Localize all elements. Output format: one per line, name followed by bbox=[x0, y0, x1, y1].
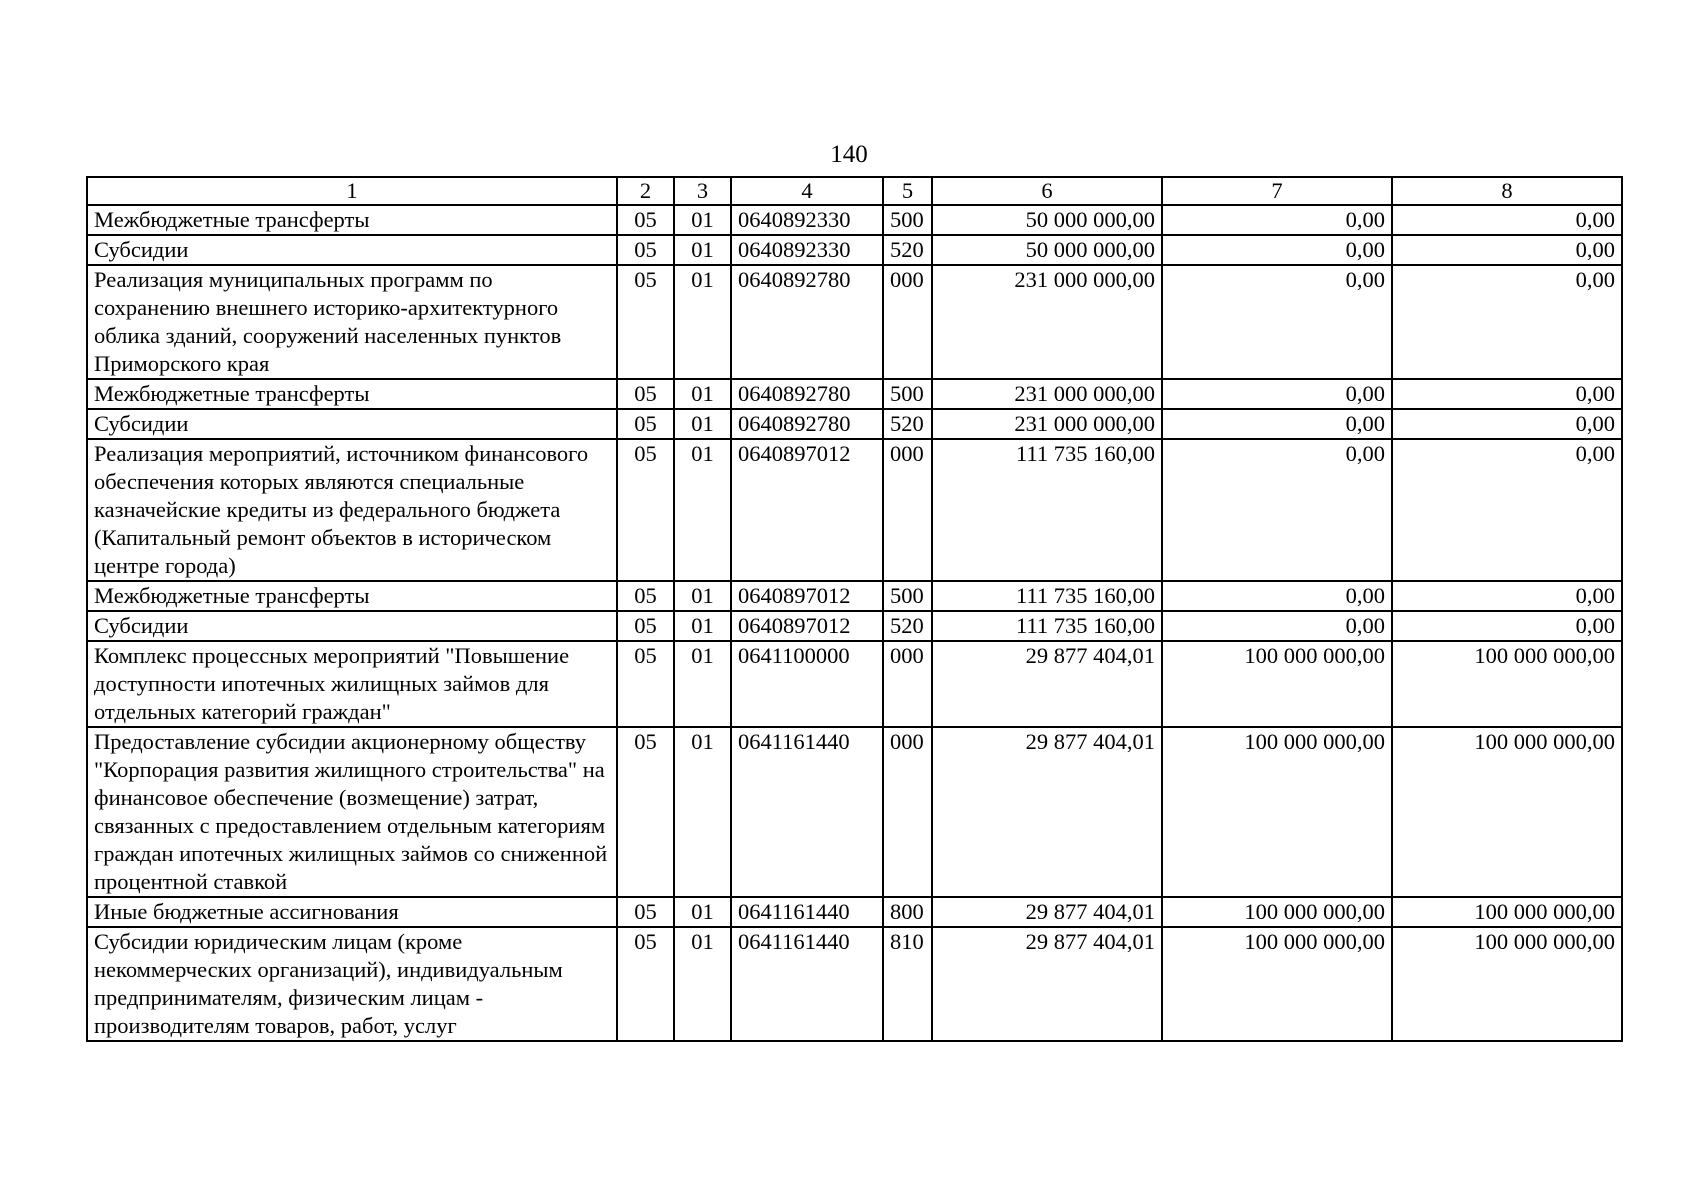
target-article-cell: 0640897012 bbox=[731, 439, 883, 581]
target-article-cell: 0640892780 bbox=[731, 409, 883, 439]
row-name-cell: Субсидии bbox=[87, 235, 617, 265]
amount-col8-cell: 0,00 bbox=[1392, 235, 1622, 265]
row-name-cell: Субсидии bbox=[87, 611, 617, 641]
amount-col7-cell: 100 000 000,00 bbox=[1162, 641, 1392, 727]
subsection-code-cell: 01 bbox=[674, 379, 731, 409]
amount-col8-cell: 100 000 000,00 bbox=[1392, 727, 1622, 897]
amount-col6-cell: 29 877 404,01 bbox=[932, 641, 1162, 727]
subsection-code-cell: 01 bbox=[674, 927, 731, 1041]
table-row bbox=[87, 641, 1622, 727]
row-name-cell: Реализация муниципальных программ по сохранению внешнего историко-архитектурного облика зданий, сооружений населенных пунктов Приморского края bbox=[87, 265, 617, 379]
expense-type-cell: 500 bbox=[883, 379, 932, 409]
amount-col6-cell: 231 000 000,00 bbox=[932, 265, 1162, 379]
expense-type-cell: 000 bbox=[883, 727, 932, 897]
amount-col7-cell: 100 000 000,00 bbox=[1162, 927, 1392, 1041]
amount-col7-cell: 0,00 bbox=[1162, 409, 1392, 439]
row-name-cell: Субсидии bbox=[87, 409, 617, 439]
column-header: 8 bbox=[1392, 177, 1622, 205]
amount-col7-cell: 0,00 bbox=[1162, 581, 1392, 611]
amount-col7-cell: 0,00 bbox=[1162, 235, 1392, 265]
expense-type-cell: 000 bbox=[883, 439, 932, 581]
table-row bbox=[87, 205, 1622, 235]
row-name-cell: Предоставление субсидии акционерному обществу "Корпорация развития жилищного строительства" на финансовое обеспечение (возмещение) затрат, связанных с предоставлением отдельным категориям граждан ипотечных жилищных займов со сниженной процентной ставкой bbox=[87, 727, 617, 897]
table-row bbox=[87, 611, 1622, 641]
section-code-cell: 05 bbox=[617, 581, 674, 611]
column-number-row bbox=[87, 177, 1622, 205]
row-name-cell: Иные бюджетные ассигнования bbox=[87, 897, 617, 927]
target-article-cell: 0641161440 bbox=[731, 927, 883, 1041]
page-number: 140 bbox=[830, 141, 868, 168]
section-code-cell: 05 bbox=[617, 641, 674, 727]
section-code-cell: 05 bbox=[617, 409, 674, 439]
amount-col8-cell: 100 000 000,00 bbox=[1392, 641, 1622, 727]
section-code-cell: 05 bbox=[617, 611, 674, 641]
row-name-cell: Межбюджетные трансферты bbox=[87, 581, 617, 611]
row-name-cell: Межбюджетные трансферты bbox=[87, 379, 617, 409]
amount-col6-cell: 29 877 404,01 bbox=[932, 927, 1162, 1041]
table-row bbox=[87, 235, 1622, 265]
section-code-cell: 05 bbox=[617, 205, 674, 235]
amount-col6-cell: 111 735 160,00 bbox=[932, 581, 1162, 611]
amount-col7-cell: 0,00 bbox=[1162, 205, 1392, 235]
subsection-code-cell: 01 bbox=[674, 265, 731, 379]
expense-type-cell: 000 bbox=[883, 641, 932, 727]
subsection-code-cell: 01 bbox=[674, 235, 731, 265]
subsection-code-cell: 01 bbox=[674, 897, 731, 927]
row-name-cell: Межбюджетные трансферты bbox=[87, 205, 617, 235]
subsection-code-cell: 01 bbox=[674, 439, 731, 581]
amount-col8-cell: 0,00 bbox=[1392, 409, 1622, 439]
amount-col8-cell: 0,00 bbox=[1392, 581, 1622, 611]
target-article-cell: 0640892780 bbox=[731, 379, 883, 409]
subsection-code-cell: 01 bbox=[674, 581, 731, 611]
column-header: 6 bbox=[932, 177, 1162, 205]
amount-col6-cell: 29 877 404,01 bbox=[932, 727, 1162, 897]
expense-type-cell: 520 bbox=[883, 611, 932, 641]
table-row bbox=[87, 379, 1622, 409]
section-code-cell: 05 bbox=[617, 897, 674, 927]
target-article-cell: 0640892330 bbox=[731, 235, 883, 265]
column-header: 7 bbox=[1162, 177, 1392, 205]
subsection-code-cell: 01 bbox=[674, 641, 731, 727]
target-article-cell: 0641100000 bbox=[731, 641, 883, 727]
amount-col8-cell: 0,00 bbox=[1392, 265, 1622, 379]
table-row bbox=[87, 409, 1622, 439]
table-row bbox=[87, 439, 1622, 581]
amount-col7-cell: 100 000 000,00 bbox=[1162, 897, 1392, 927]
expense-type-cell: 500 bbox=[883, 581, 932, 611]
table-row bbox=[87, 927, 1622, 1041]
amount-col7-cell: 0,00 bbox=[1162, 265, 1392, 379]
row-name-cell: Реализация мероприятий, источником финансового обеспечения которых являются специальные казначейские кредиты из федерального бюджета (Капитальный ремонт объектов в историческом центре города) bbox=[87, 439, 617, 581]
amount-col7-cell: 100 000 000,00 bbox=[1162, 727, 1392, 897]
column-header: 2 bbox=[617, 177, 674, 205]
amount-col7-cell: 0,00 bbox=[1162, 379, 1392, 409]
expense-type-cell: 000 bbox=[883, 265, 932, 379]
target-article-cell: 0641161440 bbox=[731, 897, 883, 927]
section-code-cell: 05 bbox=[617, 265, 674, 379]
amount-col6-cell: 50 000 000,00 bbox=[932, 235, 1162, 265]
expense-type-cell: 500 bbox=[883, 205, 932, 235]
budget-table bbox=[86, 176, 1623, 1042]
section-code-cell: 05 bbox=[617, 927, 674, 1041]
amount-col8-cell: 0,00 bbox=[1392, 379, 1622, 409]
expense-type-cell: 520 bbox=[883, 235, 932, 265]
target-article-cell: 0640892330 bbox=[731, 205, 883, 235]
amount-col6-cell: 29 877 404,01 bbox=[932, 897, 1162, 927]
amount-col6-cell: 111 735 160,00 bbox=[932, 611, 1162, 641]
subsection-code-cell: 01 bbox=[674, 611, 731, 641]
amount-col7-cell: 0,00 bbox=[1162, 611, 1392, 641]
amount-col6-cell: 231 000 000,00 bbox=[932, 379, 1162, 409]
expense-type-cell: 800 bbox=[883, 897, 932, 927]
table-row bbox=[87, 897, 1622, 927]
amount-col8-cell: 100 000 000,00 bbox=[1392, 897, 1622, 927]
column-header: 1 bbox=[87, 177, 617, 205]
amount-col6-cell: 111 735 160,00 bbox=[932, 439, 1162, 581]
subsection-code-cell: 01 bbox=[674, 409, 731, 439]
table-row bbox=[87, 727, 1622, 897]
row-name-cell: Субсидии юридическим лицам (кроме некоммерческих организаций), индивидуальным предпринимателям, физическим лицам - производителям товаров, работ, услуг bbox=[87, 927, 617, 1041]
expense-type-cell: 520 bbox=[883, 409, 932, 439]
section-code-cell: 05 bbox=[617, 379, 674, 409]
subsection-code-cell: 01 bbox=[674, 205, 731, 235]
amount-col8-cell: 0,00 bbox=[1392, 439, 1622, 581]
amount-col8-cell: 0,00 bbox=[1392, 611, 1622, 641]
column-header: 5 bbox=[883, 177, 932, 205]
target-article-cell: 0640897012 bbox=[731, 611, 883, 641]
column-header: 4 bbox=[731, 177, 883, 205]
section-code-cell: 05 bbox=[617, 439, 674, 581]
section-code-cell: 05 bbox=[617, 727, 674, 897]
expense-type-cell: 810 bbox=[883, 927, 932, 1041]
target-article-cell: 0640892780 bbox=[731, 265, 883, 379]
row-name-cell: Комплекс процессных мероприятий "Повышение доступности ипотечных жилищных займов для отдельных категорий граждан" bbox=[87, 641, 617, 727]
target-article-cell: 0640897012 bbox=[731, 581, 883, 611]
table-row bbox=[87, 265, 1622, 379]
table-body bbox=[87, 205, 1622, 1041]
target-article-cell: 0641161440 bbox=[731, 727, 883, 897]
table-row bbox=[87, 581, 1622, 611]
column-header: 3 bbox=[674, 177, 731, 205]
amount-col8-cell: 0,00 bbox=[1392, 205, 1622, 235]
subsection-code-cell: 01 bbox=[674, 727, 731, 897]
amount-col6-cell: 50 000 000,00 bbox=[932, 205, 1162, 235]
section-code-cell: 05 bbox=[617, 235, 674, 265]
amount-col7-cell: 0,00 bbox=[1162, 439, 1392, 581]
amount-col8-cell: 100 000 000,00 bbox=[1392, 927, 1622, 1041]
amount-col6-cell: 231 000 000,00 bbox=[932, 409, 1162, 439]
